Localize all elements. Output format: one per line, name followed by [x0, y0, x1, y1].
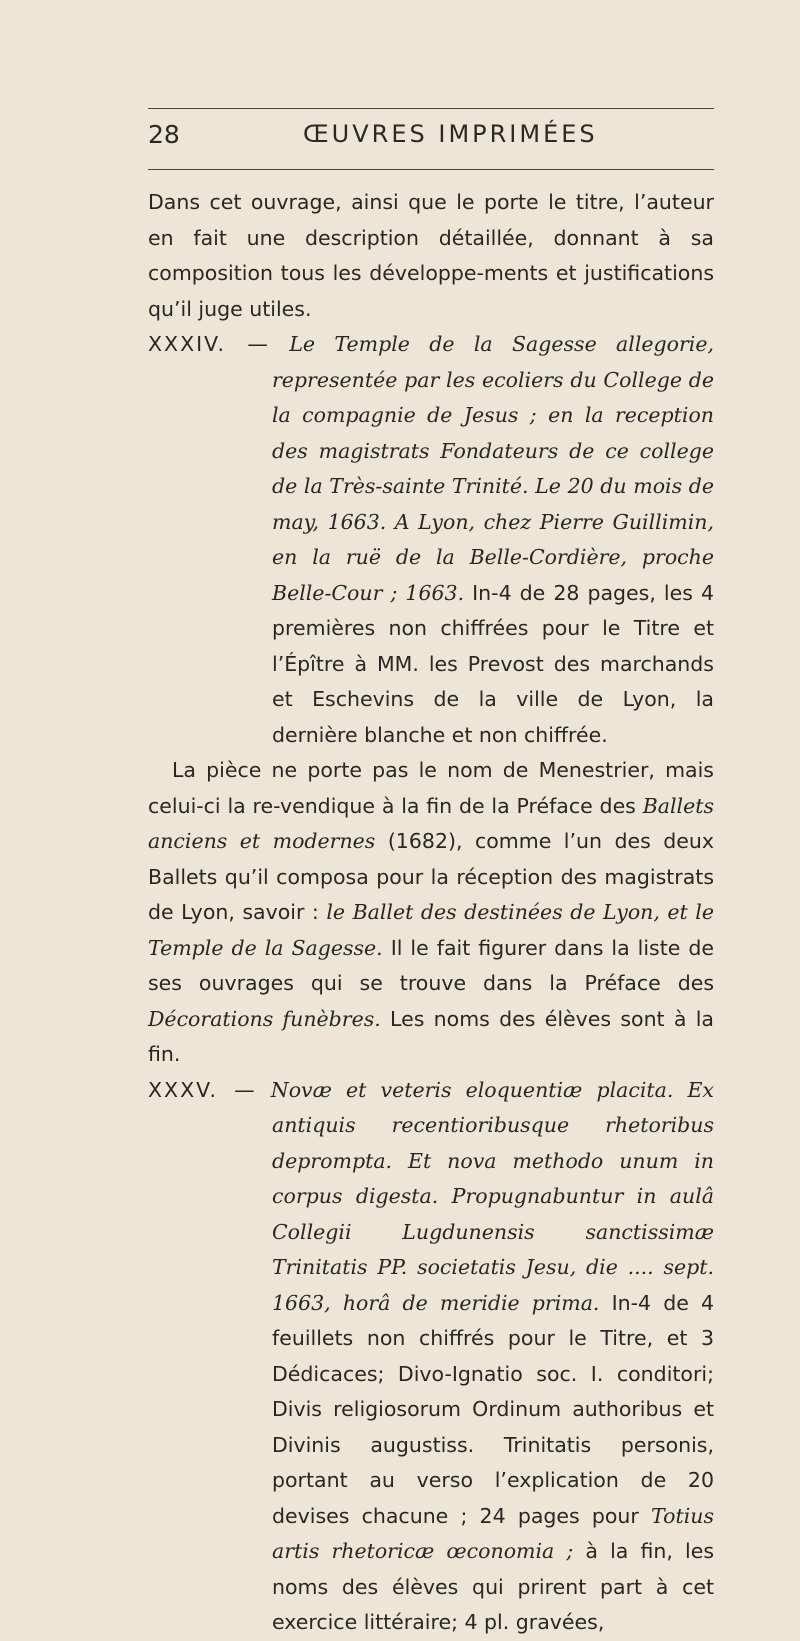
entry-xxxv-description-1: In-4 de 4 feuillets non chiffrés pour le Titre, et 3 Dédicaces; Divo-Ignatio soc. I. conditori; Divis religiosorum Ordinum authoribus et Divinis augustiss. Trinitatis personis, portant au verso l’explication de 20 devises chacune ; 24 pages pour: [272, 1290, 714, 1528]
commentary-text-1: La pièce ne porte pas le nom de Menestrier, mais celui-ci la re-vendique à la fin de la Préface des: [148, 758, 714, 818]
commentary-italic-3: Décorations funèbres.: [148, 1006, 381, 1031]
page-number: 28: [148, 120, 180, 149]
commentary-text-3: Il le fait figurer dans la liste de ses ouvrages qui se trouve dans la Préface des: [148, 935, 714, 995]
entry-xxxv: [148, 1073, 714, 1641]
entry-xxxv-number: XXXV. —: [148, 1077, 257, 1102]
running-title: ŒUVRES IMPRIMÉES: [303, 120, 598, 148]
entry-xxxiv-description: In-4 de 28 pages, les 4 premières non chiffrées pour le Titre et l’Épître à MM. les Prevost des marchands et Eschevins de la ville de Lyon, la dernière blanche et non chiffrée.: [272, 580, 714, 747]
entry-xxxiv-title: Le Temple de la Sagesse allegorie, representée par les ecoliers du College de la compagnie de Jesus ; en la reception des magistrats Fondateurs de ce college de la Très-sainte Trinité. Le 20 du mois de may, 1663. A Lyon, chez Pierre Guillimin, en la ruë de la Belle-Cordière, proche Belle-Cour ; 1663.: [272, 332, 714, 605]
page-body: [148, 185, 714, 1641]
entry-xxxv-description-italic: Totius artis rhetoricæ œconomia ;: [272, 1503, 714, 1563]
header-bottom-rule: [148, 169, 714, 170]
commentary-text-2: (1682), comme l’un des deux Ballets qu’il composa pour la réception des magistrats de Lyon, savoir :: [148, 829, 714, 924]
commentary-text-4: Les noms des élèves sont à la fin.: [148, 1006, 714, 1066]
entry-xxxiv-number: XXXIV. —: [148, 332, 270, 356]
entry-xxxv-title: Novæ et veteris eloquentiæ placita. Ex antiquis recentioribusque rhetoribus deprompta. Et nova methodo unum in corpus digesta. Propugnabuntur in aulâ Collegii Lugdunensis sanctissimæ Trinitatis PP. societatis Jesu, die .... sept. 1663, horâ de meridie prima.: [270, 1077, 714, 1315]
commentary-italic-1: Ballets anciens et modernes: [148, 793, 714, 853]
page-header: [148, 120, 714, 156]
entry-xxxiv: [148, 327, 714, 753]
commentary-paragraph: [148, 753, 714, 1073]
commentary-italic-2: le Ballet des destinées de Lyon, et le Temple de la Sagesse.: [148, 900, 714, 960]
header-top-rule: [148, 108, 714, 109]
entry-xxxv-description-2: à la fin, les noms des élèves qui prirent part à cet exercice littéraire; 4 pl. gravées,: [272, 1539, 714, 1634]
intro-paragraph: Dans cet ouvrage, ainsi que le porte le titre, l’auteur en fait une description détaillée, donnant à sa composition tous les développe-ments et justifications qu’il juge utiles.: [148, 190, 714, 321]
